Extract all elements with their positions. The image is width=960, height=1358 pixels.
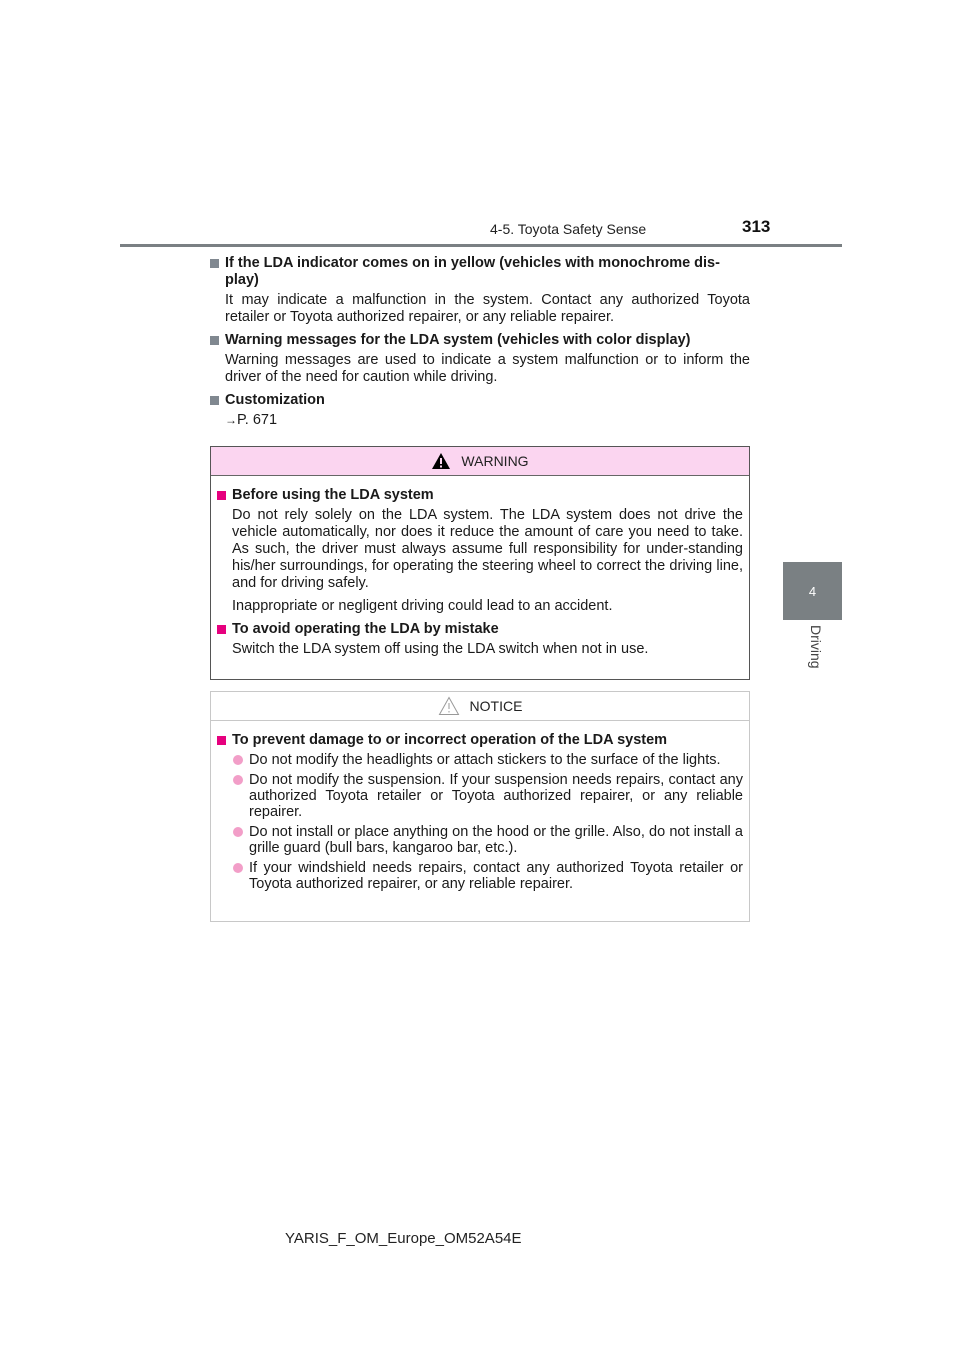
section-heading-text: Warning messages for the LDA system (vehicles with color display): [225, 332, 691, 348]
section-heading: [210, 392, 750, 409]
header-divider: [120, 244, 842, 247]
page-number: 313: [742, 217, 771, 236]
warning-body: [211, 476, 749, 658]
notice-heading-text: To prevent damage to or incorrect operation of the LDA system: [232, 732, 668, 748]
warning-header: [211, 447, 749, 476]
warning-paragraph: Do not rely solely on the LDA system. The LDA system does not drive the vehicle automatically, nor does it reduce the amount of care you need to take. As such, the driver must always assume full responsibility for under-standing his/her surroundings, for operating the steering wheel to correct the driving line, and for driving safely.: [232, 507, 743, 591]
notice-title: NOTICE: [469, 697, 523, 714]
warning-item-heading: [217, 487, 743, 504]
chapter-label: Driving: [808, 625, 824, 669]
square-bullet-icon: [210, 396, 219, 405]
chapter-number: 4: [808, 583, 817, 599]
caution-triangle-icon: [438, 696, 460, 716]
warning-paragraph: Inappropriate or negligent driving could lead to an accident.: [232, 598, 613, 614]
warning-box: [210, 446, 750, 680]
square-bullet-icon: [210, 259, 219, 268]
warning-triangle-icon: [431, 452, 451, 470]
section-paragraph: It may indicate a malfunction in the system. Contact any authorized Toyota retailer or Toyota authorized repairer, or any reliable repairer.: [225, 292, 750, 325]
arrow-right-icon: →: [225, 413, 237, 427]
document-code: YARIS_F_OM_Europe_OM52A54E: [285, 1230, 522, 1247]
round-bullet-icon: [233, 827, 243, 837]
round-bullet-icon: [233, 755, 243, 765]
warning-item-heading-text: Before using the LDA system: [232, 487, 434, 503]
section-paragraph: Warning messages are used to indicate a system malfunction or to inform the driver of the need for caution while driving.: [225, 352, 750, 385]
notice-body: [211, 721, 749, 892]
warning-title: WARNING: [461, 452, 529, 469]
square-bullet-icon: [210, 336, 219, 345]
notice-bullet: [217, 752, 743, 768]
notice-box: [210, 691, 750, 922]
notice-bullet-text: Do not modify the suspension. If your suspension needs repairs, contact any authorized Toyota retailer or Toyota authorized repairer, or any reliable repairer.: [249, 772, 743, 820]
square-bullet-icon: [217, 736, 226, 745]
round-bullet-icon: [233, 863, 243, 873]
main-content: [210, 255, 750, 435]
warning-item-heading-text: To avoid operating the LDA by mistake: [232, 621, 499, 637]
warning-paragraph: Switch the LDA system off using the LDA switch when not in use.: [232, 641, 649, 657]
section-heading-text: If the LDA indicator comes on in yellow (vehicles with monochrome dis-play): [225, 255, 720, 288]
notice-bullet-text: Do not modify the headlights or attach stickers to the surface of the lights.: [249, 752, 721, 768]
header-section-title: 4-5. Toyota Safety Sense: [490, 221, 647, 237]
section-heading: [210, 255, 750, 289]
notice-bullet: [217, 772, 743, 820]
warning-item-heading: [217, 621, 743, 638]
notice-bullet-text: Do not install or place anything on the hood or the grille. Also, do not install a grille guard (bull bars, kangaroo bar, etc.).: [249, 824, 743, 856]
round-bullet-icon: [233, 775, 243, 785]
square-bullet-icon: [217, 491, 226, 500]
page-reference[interactable]: [210, 412, 750, 429]
square-bullet-icon: [217, 625, 226, 634]
section-heading-text: Customization: [225, 392, 325, 408]
notice-bullet: [217, 860, 743, 892]
notice-bullet-text: If your windshield needs repairs, contact any authorized Toyota retailer or Toyota authorized repairer, or any reliable repairer.: [249, 860, 743, 892]
notice-header: [211, 692, 749, 721]
notice-bullet: [217, 824, 743, 856]
section-heading: [210, 332, 750, 349]
chapter-tab: [783, 562, 842, 620]
page-reference-text: P. 671: [237, 412, 278, 428]
notice-heading: [217, 732, 743, 749]
